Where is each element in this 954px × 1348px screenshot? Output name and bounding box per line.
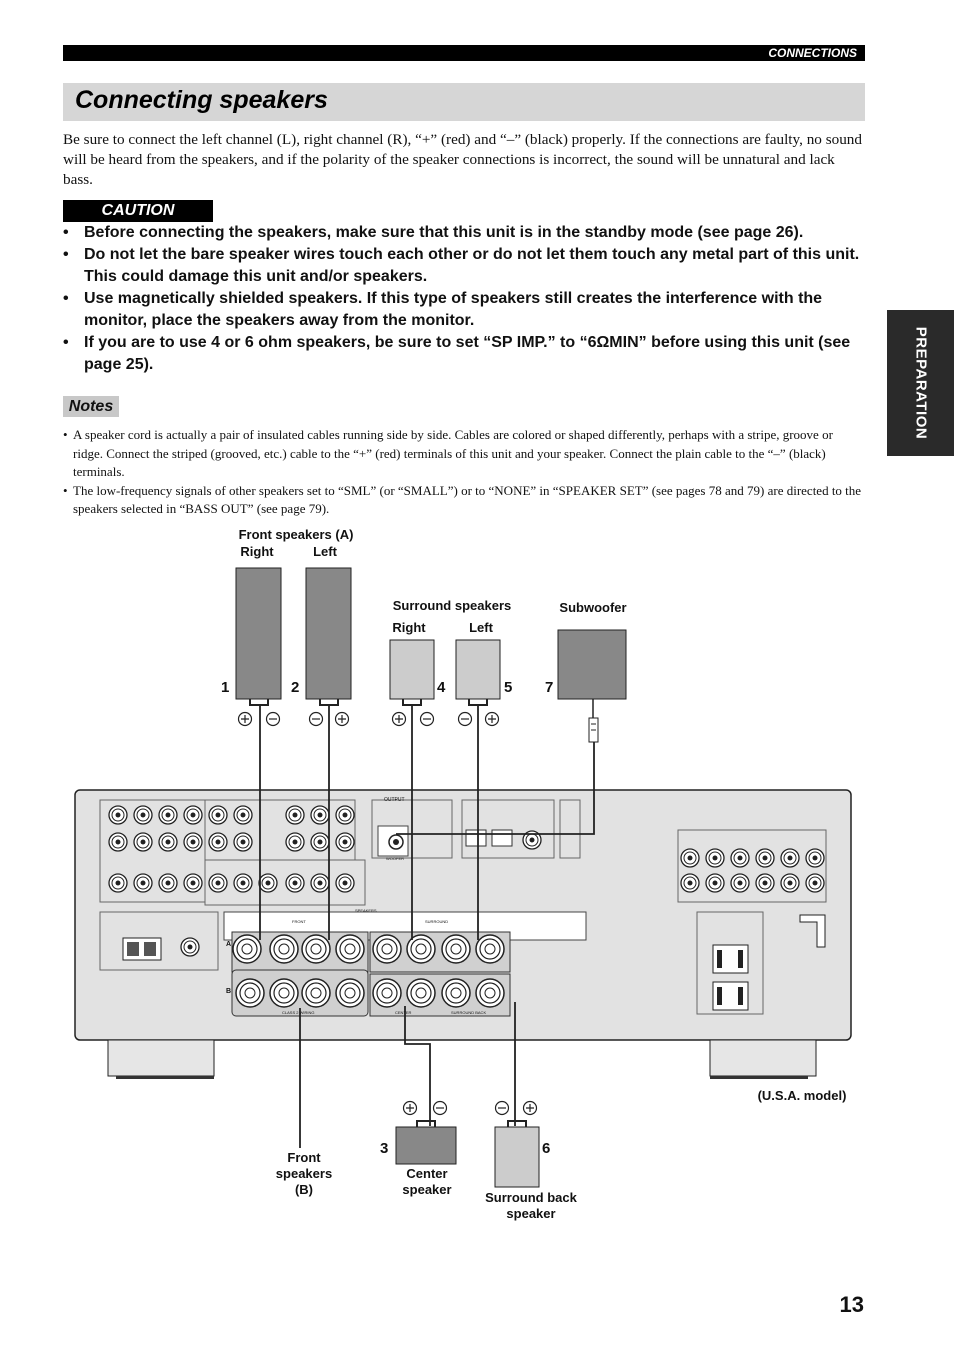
note-item: • The low-frequency signals of other speakers set to “SML” (or “SMALL”) or to “NONE” in “SPEAKER SET” (see pages 78 and 79) are directed to the speakers selected in “BASS OUT” (see page 79). [63,482,865,519]
panel-output-label: OUTPUT [384,797,405,803]
surround-back-label: Surround back speaker [485,1190,577,1221]
surround-left-label: Left [469,620,493,635]
panel-front-label: FRONT [292,919,306,924]
caution-item: • Before connecting the speakers, make sure that this unit is in the standby mode (see page 26). [63,222,865,244]
panel-surround-label: SURROUND [425,919,449,924]
number-2: 2 [291,679,300,696]
surround-right-label: Right [392,620,426,635]
number-5: 5 [504,679,513,696]
panel-center-label: CENTER [395,1010,412,1015]
number-4: 4 [437,679,446,696]
number-3: 3 [380,1140,389,1157]
caution-item: • Use magnetically shielded speakers. If this type of speakers still creates the interference with the monitor, place the speakers away from the monitor. [63,288,865,332]
page-number: 13 [839,1292,864,1317]
panel-speakers-label: SPEAKERS [355,908,377,913]
center-speaker [396,1127,456,1164]
polarity-icons-bottom [404,1102,537,1115]
number-7: 7 [545,679,554,696]
model-label: (U.S.A. model) [757,1088,847,1103]
preparation-tab-label: PREPARATION [912,326,929,440]
intro-paragraph: Be sure to connect the left channel (L), right channel (R), “+” (red) and “–” (black) properly. If the connections are faulty, no sound will be heard from the speakers, and if the polarity of the speaker connections is incorrect, the sound will be unnatural and lack bass. [63,131,862,188]
surround-right-speaker [390,640,434,699]
number-6: 6 [542,1140,551,1157]
panel-row-b-label: B [226,988,232,995]
section-label: CONNECTIONS [768,46,857,60]
surround-speakers-label: Surround speakers [392,598,512,613]
note-item: • A speaker cord is actually a pair of insulated cables running side by side. Cables are colored or shaped differently, perhaps with a stripe, groove or ridge. Connect the striped (grooved, etc.) cable to the “+” (red) terminals of this unit and your speaker. Connect the plain cable to the “–” (black) terminals. [63,426,865,482]
panel-woofer-label: WOOFER [386,856,404,861]
caution-item: • If you are to use 4 or 6 ohm speakers, be sure to set “SP IMP.” to “6ΩMIN” before using this unit (see page 25). [63,332,865,376]
front-right-speaker [236,568,281,699]
panel-row-a-label: A [226,941,232,948]
front-speakers-a-label: Front speakers (A) [238,527,354,542]
panel-class2-label: CLASS 2 WIRING [282,1010,315,1015]
front-right-label: Right [240,544,274,559]
front-left-speaker [306,568,351,699]
center-speaker-label: Center speaker [402,1166,452,1197]
subwoofer-speaker [558,630,626,699]
caution-item: • Do not let the bare speaker wires touch each other or do not let them touch any metal part of this unit. This could damage this unit and/or speakers. [63,244,865,288]
polarity-icons-top [239,713,499,726]
caution-label: CAUTION [63,200,213,222]
notes-label: Notes [63,396,119,417]
page-title: Connecting speakers [75,86,328,114]
front-speakers-b-label: Front speakers (B) [275,1150,333,1197]
panel-surround-back-label: SURROUND BACK [451,1010,487,1015]
surround-back-speaker [495,1127,539,1187]
surround-left-speaker [456,640,500,699]
front-left-label: Left [313,544,337,559]
subwoofer-label: Subwoofer [559,600,627,615]
number-1: 1 [221,679,230,696]
